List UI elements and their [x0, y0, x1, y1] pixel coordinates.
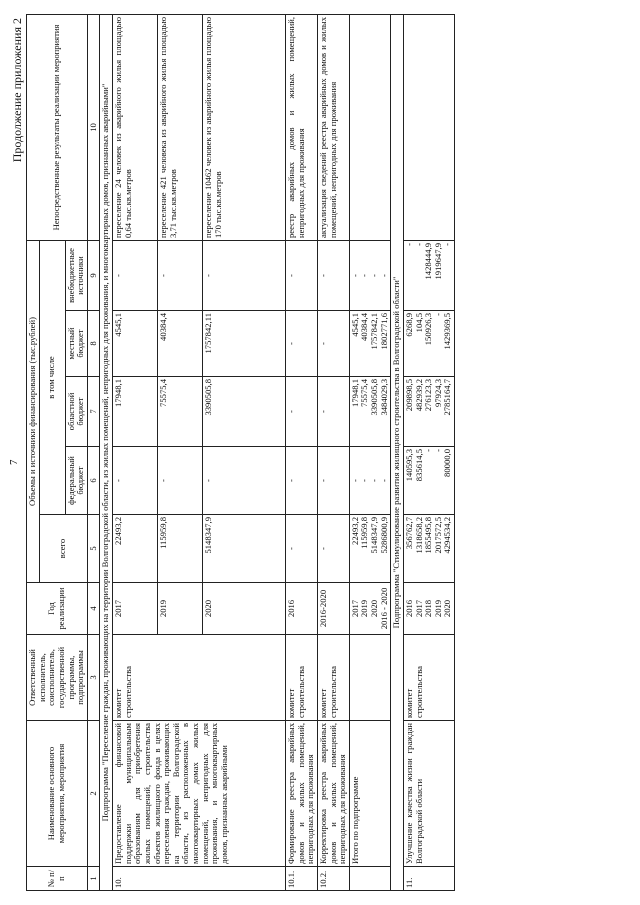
row-name: Корректировка реестра аварийных домов и жилых помещений, непригодных для проживания: [317, 721, 349, 867]
row-exec: комитет строительства: [286, 635, 318, 721]
col-index: 9: [87, 240, 100, 310]
cell-loc: 40384,4: [158, 311, 203, 377]
header-ext: внебюджетные источники: [65, 240, 87, 310]
row-year: 2016: [286, 583, 318, 635]
col-index: 7: [87, 377, 100, 447]
cell-ext: -: [158, 240, 203, 310]
cell-loc: -: [317, 311, 349, 377]
subprogram-title: Подпрограмма "Переселение граждан, проживающих на территории Волгоградской области, из жилых помещений, непригодных для проживания, и многоквартирных домов, признанных аварийными": [100, 14, 113, 890]
row-name: Формирование реестра аварийных домов и жилых помещений, непригодных для проживания: [286, 721, 318, 867]
appendix-label: Продолжение приложения 2: [10, 18, 24, 163]
col-index: 1: [87, 867, 100, 891]
row-name: Итого по подпрограмме: [349, 721, 391, 867]
financing-table: [26, 14, 455, 891]
header-incl: в том числе: [39, 240, 65, 514]
header-volume: Объемы и источники финансирования (тыс.рублей): [27, 240, 40, 582]
cell-reg: 3390505,8: [203, 377, 286, 447]
header-total: всего: [39, 515, 87, 583]
row-year: 2020: [203, 583, 286, 635]
row-year: 2019: [158, 583, 203, 635]
cell-loc: 4545,1 40384,4 1757842,1 1802771,6: [349, 311, 391, 377]
cell-total: 22493,2: [113, 515, 158, 583]
row-name: Предоставление финансовой поддержки муниципальным образованиям для приобретения жилых помещений, строительства объектов жилищного фонда в целях переселения граждан, проживающих на территории Волгоградской области, из расположенных в многоквартирных домах жилых помещений, непригодных для проживания, и многоквартирных домов, признанных аварийными: [113, 721, 286, 867]
cell-reg: -: [317, 377, 349, 447]
header-result: Непосредственные результаты реализации мероприятия: [27, 14, 88, 240]
cell-ext: - - 1428444,9 1919647,9 -: [403, 240, 454, 310]
cell-total: 356762,7 1318658,2 1855495,8 2017572,5 4294534,2: [403, 515, 454, 583]
col-index: 8: [87, 311, 100, 377]
row-exec: комитет строительства: [317, 635, 349, 721]
cell-reg: 17948,1: [113, 377, 158, 447]
row-exec: комитет строительства: [403, 635, 454, 721]
table-row: [113, 14, 158, 890]
cell-loc: 4545,1: [113, 311, 158, 377]
header-name: Наименование основного мероприятия, мероприятия: [27, 721, 88, 867]
col-index: 4: [87, 583, 100, 635]
cell-loc: 1757842,11: [203, 311, 286, 377]
cell-fed: -: [286, 447, 318, 515]
cell-total: -: [317, 515, 349, 583]
row-name: Улучшение качества жизни граждан Волгоградской области: [403, 721, 454, 867]
row-num: 10.2.: [317, 867, 349, 891]
header-year: Год реализации: [27, 583, 88, 635]
col-index: 5: [87, 515, 100, 583]
cell-fed: -: [317, 447, 349, 515]
cell-total: 115959,8: [158, 515, 203, 583]
cell-loc: 6268,9 104,5 150926,3 - 1429369,5: [403, 311, 454, 377]
header-loc: местный бюджет: [65, 311, 87, 377]
row-num: 11.: [403, 867, 454, 891]
cell-reg: -: [286, 377, 318, 447]
cell-fed: -: [203, 447, 286, 515]
cell-ext: -: [203, 240, 286, 310]
col-index: 3: [87, 635, 100, 721]
cell-loc: -: [286, 311, 318, 377]
header-exec: Ответственный исполнитель, соисполнитель, государственной программы, подпрограммы: [27, 635, 88, 721]
cell-total: 5148347,9: [203, 515, 286, 583]
cell-fed: -: [158, 447, 203, 515]
col-index: 10: [87, 14, 100, 240]
row-year: 2017: [113, 583, 158, 635]
cell-reg: 75575,4: [158, 377, 203, 447]
page-number: 7: [8, 459, 20, 465]
header-fed: федеральный бюджет: [65, 447, 87, 515]
cell-ext: -: [286, 240, 318, 310]
cell-result: реестр аварийных домов и жилых помещений, непригодных для проживания: [286, 14, 318, 240]
cell-total: -: [286, 515, 318, 583]
cell-ext: -: [113, 240, 158, 310]
table-row: [403, 14, 454, 890]
cell-reg: 17948,1 75575,4 3390505,8 3484029,3: [349, 377, 391, 447]
cell-reg: 209898,5 482939,2 276123,3 97924,3 2785164,7: [403, 377, 454, 447]
row-num: 10.: [113, 867, 286, 891]
table-row: [286, 14, 318, 890]
cell-fed: 140595,3 835614,5 - - 80000,0: [403, 447, 454, 515]
header-num: № п/п: [27, 867, 88, 891]
col-index: 6: [87, 447, 100, 515]
cell-result: переселение 10462 человек из аварийного жилья площадью 170 тыс.кв.метров: [203, 14, 286, 240]
table-row: [349, 14, 391, 890]
row-year: 2017 2019 2020 2016 - 2020: [349, 583, 391, 635]
cell-fed: -: [113, 447, 158, 515]
subprogram-title: Подпрограмма "Стимулирование развития жилищного строительства в Волгоградской области": [391, 14, 404, 890]
table-row: [317, 14, 349, 890]
row-num: 10.1.: [286, 867, 318, 891]
row-exec: комитет строительства: [113, 635, 286, 721]
row-year: 2016-2020: [317, 583, 349, 635]
cell-ext: -: [317, 240, 349, 310]
cell-fed: - - - -: [349, 447, 391, 515]
cell-result: переселение 24 человек из аварийного жилья площадью 0,64 тыс.кв.метров: [113, 14, 158, 240]
cell-result: актуализация сведений реестра аварийных домов и жилых помещений, непригодных для проживания: [317, 14, 349, 240]
cell-result: переселение 421 человека из аварийного жилья площадью 3,71 тыс.кв.метров: [158, 14, 203, 240]
row-year: 2016 2017 2018 2019 2020: [403, 583, 454, 635]
header-reg: областной бюджет: [65, 377, 87, 447]
cell-total: 22493,2 115959,8 5148347,9 5286800,9: [349, 515, 391, 583]
cell-ext: - - - -: [349, 240, 391, 310]
col-index: 2: [87, 721, 100, 867]
